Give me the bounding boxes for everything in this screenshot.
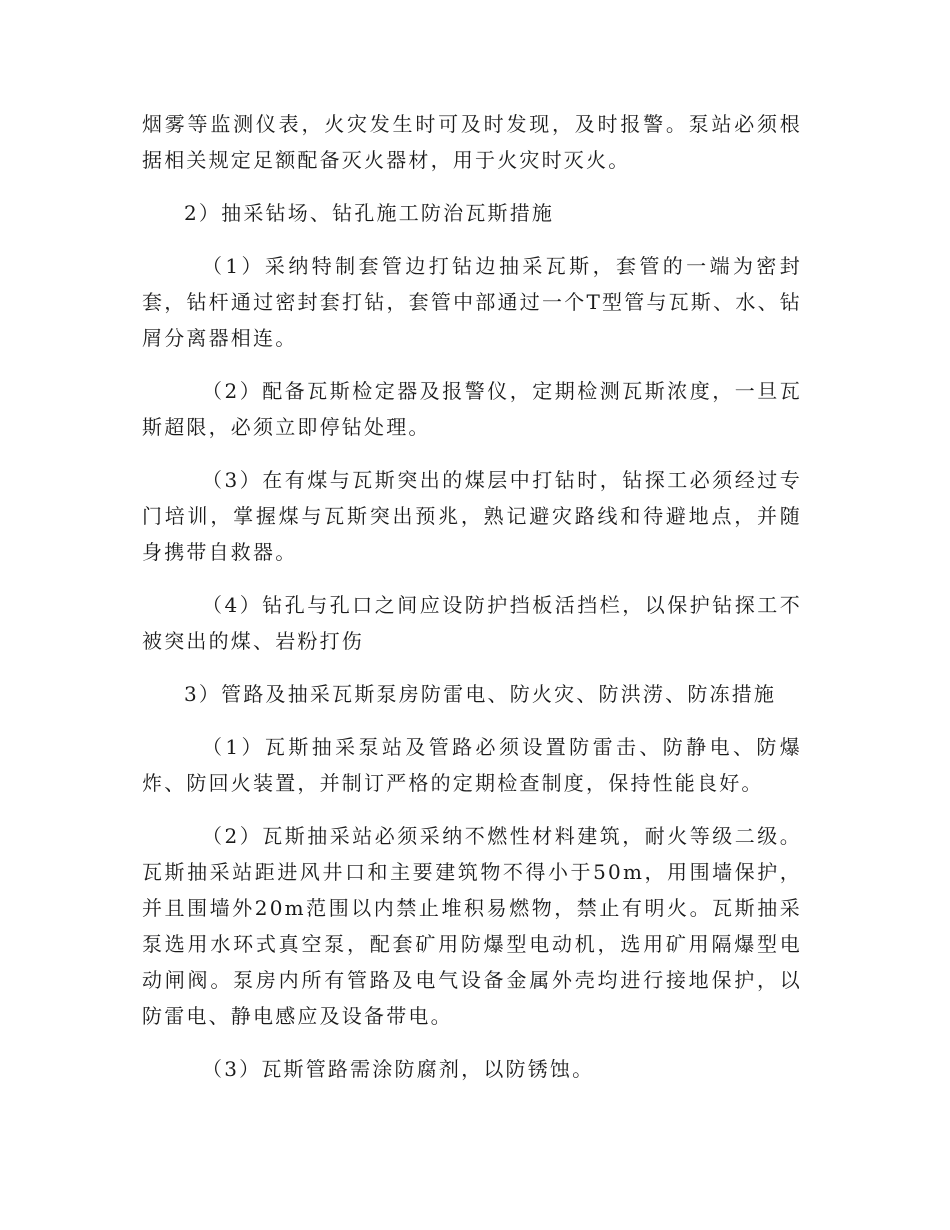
list-item-protective-baffle: （4）钻孔与孔口之间应设防护挡板活挡栏，以保护钻探工不被突出的煤、岩粉打伤 [142, 593, 802, 653]
section-heading-drilling-gas-prevention: 2）抽采钻场、钻孔施工防治瓦斯措施 [184, 201, 555, 225]
list-item-gas-detector: （2）配备瓦斯检定器及报警仪，定期检测瓦斯浓度，一旦瓦斯超限，必须立即停钻处理。 [142, 379, 802, 439]
list-item-anticorrosion: （3）瓦斯管路需涂防腐剂，以防锈蚀。 [202, 1057, 595, 1081]
list-item-outburst-training: （3）在有煤与瓦斯突出的煤层中打钻时，钻探工必须经过专门培训，掌握煤与瓦斯突出预兆，熟记避灾路线和待避地点，并随身携带自救器。 [142, 468, 802, 564]
list-item-casing-drilling: （1）采纳特制套管边打钻边抽采瓦斯，套管的一端为密封套，钻杆通过密封套打钻，套管中部通过一个T型管与瓦斯、水、钻屑分离器相连。 [142, 254, 802, 350]
section-heading-pump-room-protection: 3）管路及抽采瓦斯泵房防雷电、防火灾、防洪涝、防冻措施 [184, 682, 777, 706]
list-item-station-construction: （2）瓦斯抽采站必须采纳不燃性材料建筑，耐火等级二级。瓦斯抽采站距进风井口和主要建筑物不得小于50m，用围墙保护，并且围墙外20m范围以内禁止堆积易燃物，禁止有明火。瓦斯抽采泵选用水环式真空泵，配套矿用防爆型电动机，选用矿用隔爆型电动闸阀。泵房内所有管路及电气设备金属外壳均进行接地保护，以防雷电、静电感应及设备带电。 [142, 824, 802, 1028]
list-item-lightning-protection: （1）瓦斯抽采泵站及管路必须设置防雷击、防静电、防爆炸、防回火装置，并制订严格的定期检查制度，保持性能良好。 [142, 735, 802, 795]
paragraph-fire-monitoring-continued: 烟雾等监测仪表，火灾发生时可及时发现，及时报警。泵站必须根据相关规定足额配备灭火器材，用于火灾时灭火。 [142, 112, 802, 172]
document-body [142, 106, 802, 1087]
